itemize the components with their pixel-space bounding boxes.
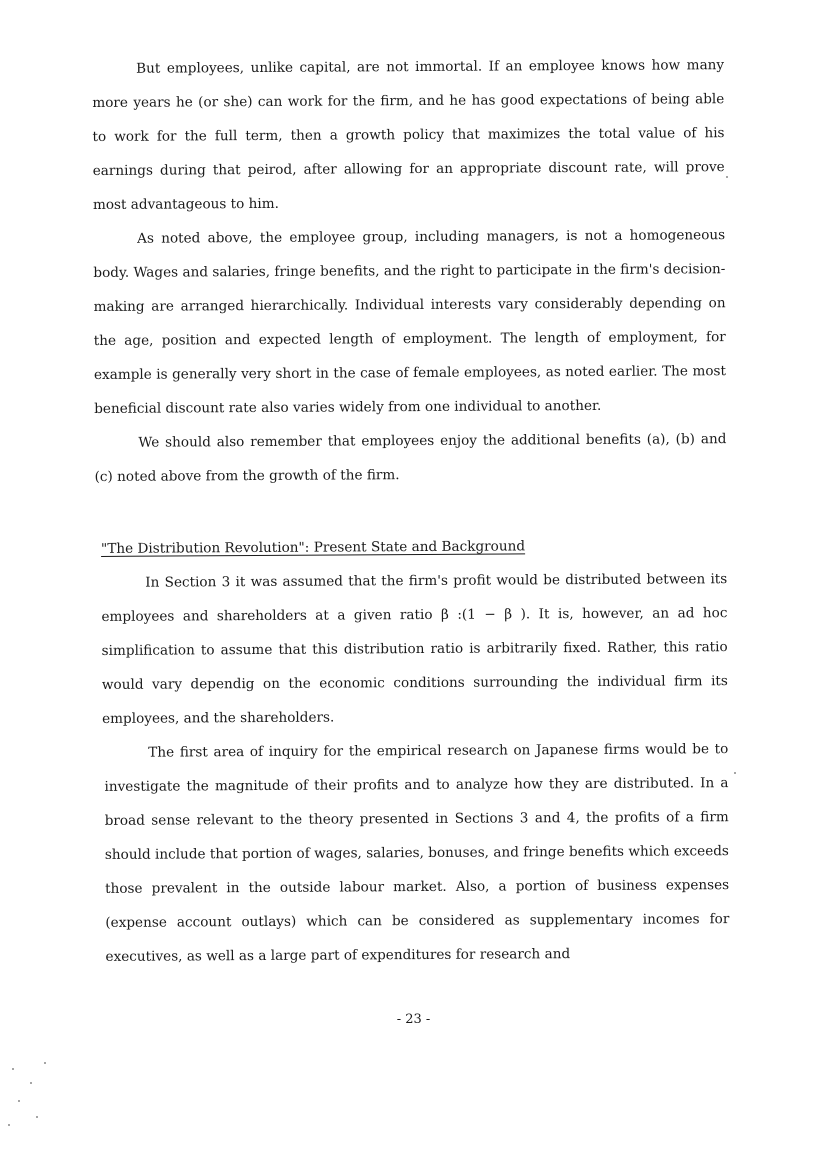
paragraph-employee-group: As noted above, the employee group, including managers, is not a homogeneous body. Wages and salaries, fringe benefits, and the right to participate in the firm's decision-making are arranged hierarchically. Individual interests vary considerably depending on the age, position and expected length of employment. The length of employment, for example is generally very short in the case of female employees, as noted earlier. The most beneficial discount rate also varies widely from one individual to another. xyxy=(93,227,727,417)
section-distribution-revolution xyxy=(95,562,729,974)
paragraph-empirical-research: The first area of inquiry for the empirical research on Japanese firms would be to investigate the magnitude of their profits and to analyze how they are distributed. In a broad sense relevant to the theory presented in Sections 3 and 4, the profits of a firm should include that portion of wages, salaries, bonuses, and fringe benefits which exceeds those prevalent in the outside labour market. Also, a portion of business expenses (expense account outlays) which can be considered as supplementary incomes for executives, as well as a large part of expenditures for research and xyxy=(104,741,730,965)
scan-speck xyxy=(44,1062,46,1064)
scan-speck xyxy=(734,772,736,774)
scan-speck xyxy=(30,1082,32,1084)
scan-speck xyxy=(8,1124,10,1126)
page-number: - 23 - xyxy=(396,1012,431,1027)
page-body xyxy=(92,48,730,974)
paragraph-additional-benefits: We should also remember that employees enjoy the additional benefits (a), (b) and (c) noted above from the growth of the firm. xyxy=(94,431,727,485)
scan-speck xyxy=(12,1068,14,1070)
section-heading: "The Distribution Revolution": Present State and Background xyxy=(100,538,526,557)
paragraph-distribution-ratio: In Section 3 it was assumed that the firm's profit would be distributed between its employees and shareholders at a given ratio β :(1 − β ). It is, however, an ad hoc simplification to assume that this distribution ratio is arbitrarily fixed. Rather, this ratio would vary dependig on the economic conditions surrounding the individual firm its employees, and the shareholders. xyxy=(101,571,728,727)
scan-speck xyxy=(18,1100,20,1102)
scan-speck xyxy=(726,176,728,178)
scan-speck xyxy=(36,1116,38,1118)
paragraph-employees-not-immortal: But employees, unlike capital, are not immortal. If an employee knows how many more years he (or she) can work for the firm, and he has good expectations of being able to work for the full term, then a growth policy that maximizes the total value of his earnings during that peirod, after allowing for an appropriate discount rate, will prove most advantageous to him. xyxy=(92,57,725,213)
